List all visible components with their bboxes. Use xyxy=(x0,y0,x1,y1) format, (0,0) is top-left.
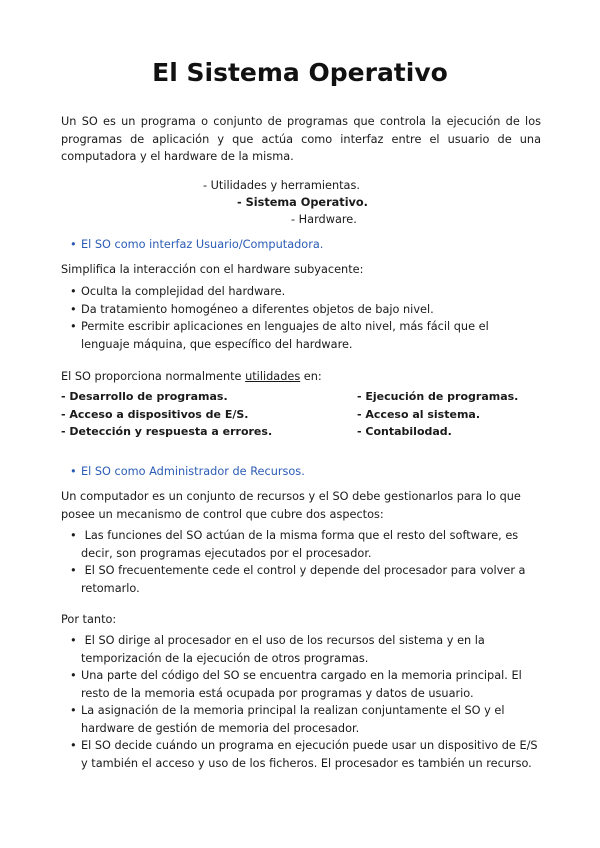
list-item: • El SO frecuentemente cede el control y depende del procesador para volver a retomarlo. xyxy=(70,562,540,597)
section1-lead: Simplifica la interacción con el hardware subyacente: xyxy=(61,263,364,276)
section-heading-text: El SO como interfaz Usuario/Computadora. xyxy=(81,238,324,251)
utilities-lead-text: El SO proporciona normalmente xyxy=(61,370,246,383)
section1-bullet-list xyxy=(70,283,540,353)
bullet-icon xyxy=(70,238,81,251)
utility-left: - Detección y respuesta a errores. xyxy=(61,425,273,438)
layer-utilities: - Utilidades y herramientas. xyxy=(203,179,360,192)
list-item: • Da tratamiento homogéneo a diferentes objetos de bajo nivel. xyxy=(70,301,540,319)
bullet-icon xyxy=(70,465,81,478)
list-item: • La asignación de la memoria principal la realizan conjuntamente el SO y el hardware de gestión de memoria del procesador. xyxy=(70,702,540,737)
utilities-row xyxy=(61,390,541,408)
section-heading-resources xyxy=(70,463,305,481)
intro-paragraph: Un SO es un programa o conjunto de programas que controla la ejecución de los programas de aplicación y que actúa como interfaz entre el usuario de una computadora y el hardware de la misma. xyxy=(61,115,541,163)
utilities-underlined-word: utilidades xyxy=(245,370,301,383)
section-heading-text: El SO como Administrador de Recursos. xyxy=(81,465,305,478)
section2-lead: Un computador es un conjunto de recursos y el SO debe gestionarlos para lo que posee un mecanismo de control que cubre dos aspectos: xyxy=(61,490,521,521)
utility-left: - Acceso a dispositivos de E/S. xyxy=(61,407,249,421)
page-title: El Sistema Operativo xyxy=(152,58,448,87)
list-item: • Una parte del código del SO se encuentra cargado en la memoria principal. El resto de la memoria está ocupada por programas y datos de usuario. xyxy=(70,667,540,702)
utility-left: - Desarrollo de programas. xyxy=(61,390,228,403)
conclusion-bullet-list xyxy=(70,632,540,772)
layer-os: - Sistema Operativo. xyxy=(237,196,368,209)
list-item: • El SO dirige al procesador en el uso de los recursos del sistema y en la temporización de la ejecución de otros programas. xyxy=(70,632,540,667)
list-item: • Las funciones del SO actúan de la misma forma que el resto del software, es decir, son programas ejecutados por el procesador. xyxy=(70,527,540,562)
section-heading-interface xyxy=(70,236,323,254)
list-item: • El SO decide cuándo un programa en ejecución puede usar un dispositivo de E/S y también el acceso y uso de los ficheros. El procesador es también un recurso. xyxy=(70,737,540,772)
utilities-lead-tail: en: xyxy=(300,370,322,383)
utilities-row xyxy=(61,425,541,443)
utilities-row xyxy=(61,408,541,426)
utility-right: - Contabilodad. xyxy=(357,425,452,438)
utilities-lead xyxy=(61,368,541,386)
conclusion-lead: Por tanto: xyxy=(61,613,117,626)
list-item: • Oculta la complejidad del hardware. xyxy=(70,283,540,301)
utilities-table xyxy=(61,390,541,443)
section2-bullet-list xyxy=(70,527,540,597)
list-item: • Permite escribir aplicaciones en lenguajes de alto nivel, más fácil que el lenguaje máquina, que específico del hardware. xyxy=(70,318,540,353)
utility-right: - Ejecución de programas. xyxy=(357,390,519,403)
layer-hardware: - Hardware. xyxy=(291,213,357,226)
utility-right: - Acceso al sistema. xyxy=(357,407,481,421)
